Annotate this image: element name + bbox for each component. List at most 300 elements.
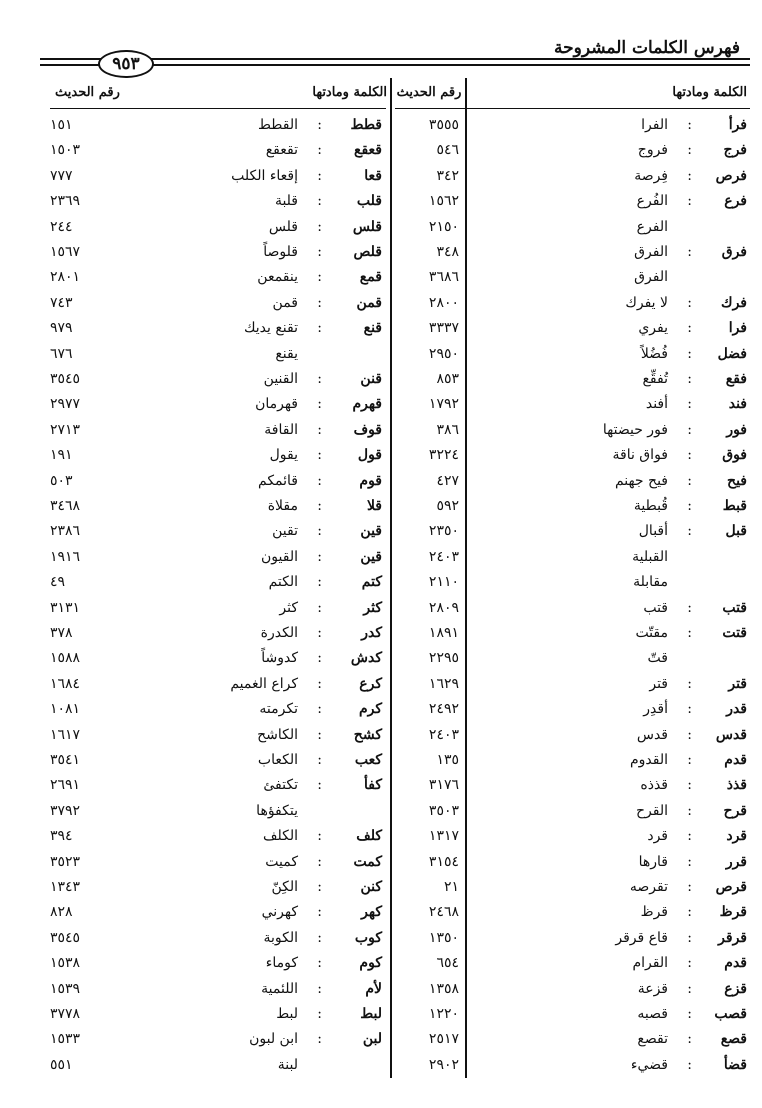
entry-root: قنع (363, 320, 382, 337)
entry-root: فرك (721, 294, 747, 311)
index-entry (40, 672, 390, 697)
entry-separator: : (687, 523, 692, 540)
entry-word: فِرصة (634, 167, 668, 184)
entry-word: كهرني (261, 904, 298, 921)
entry-word: تُفقِّع (642, 371, 668, 387)
entry-root: قعقع (354, 142, 382, 159)
entry-word: الكِنّ (271, 879, 298, 895)
entry-word: القبلية (632, 548, 668, 565)
index-entry (40, 367, 390, 392)
entry-root: فيح (727, 472, 747, 489)
entry-separator: : (687, 396, 692, 413)
entry-word: فُضُلاً (640, 345, 668, 362)
entry-separator: : (687, 1006, 692, 1022)
page-number-badge (98, 50, 154, 78)
index-entry (395, 392, 750, 417)
entry-root: فرص (715, 167, 747, 184)
entry-hadith-number: ٣٧٨ (50, 625, 73, 641)
header-word-left: الكلمة ومادتها (312, 85, 387, 100)
entry-word: القدوم (629, 752, 668, 768)
entry-hadith-number: ٣٥٤١ (50, 752, 81, 768)
entry-hadith-number: ٢٩٥٠ (428, 345, 459, 362)
entry-root: لبط (360, 1006, 382, 1022)
entry-word: تقنع يديك (243, 320, 298, 337)
entry-word: قلبة (274, 193, 298, 210)
entry-word: فور حيضتها (602, 421, 668, 438)
index-entry (40, 900, 390, 925)
index-entry (40, 621, 390, 646)
entry-hadith-number: ٣٩٤ (50, 828, 73, 845)
index-entry (40, 1027, 390, 1052)
entry-root: كوب (354, 929, 382, 946)
index-entry (395, 342, 750, 367)
index-entry (395, 850, 750, 875)
entry-word: كثر (279, 599, 298, 616)
entry-root: فرج (723, 142, 747, 159)
entry-hadith-number: ٢٤٠٣ (428, 548, 459, 565)
index-entry (395, 773, 750, 798)
index-entry (395, 215, 750, 240)
entry-word: فيح جهنم (614, 472, 668, 489)
entry-hadith-number: ٢١٥٠ (428, 218, 459, 235)
entry-hadith-number: ٢٦٩١ (50, 777, 81, 794)
entry-separator: : (687, 294, 692, 311)
index-entry (395, 672, 750, 697)
entry-root: فوق (722, 447, 747, 464)
entry-hadith-number: ٢٣٦٩ (50, 193, 81, 210)
entry-root: كفأ (363, 777, 382, 794)
entry-word: قلوصاً (263, 244, 298, 260)
entry-separator: : (317, 929, 322, 946)
entry-root: قين (360, 548, 382, 565)
entry-root: قمع (359, 269, 382, 286)
entry-root: كلف (356, 828, 382, 845)
entry-separator: : (317, 701, 322, 718)
entry-separator: : (317, 472, 322, 489)
entry-hadith-number: ٣٤٦٨ (50, 498, 81, 514)
index-entry (395, 926, 750, 951)
entry-separator: : (687, 371, 692, 387)
entry-hadith-number: ١٣١٧ (428, 828, 459, 845)
entry-root: قدم (724, 752, 747, 768)
entry-separator: : (317, 574, 322, 591)
index-entry (395, 646, 750, 671)
entry-root: قنن (360, 371, 382, 387)
entry-hadith-number: ٣٥٥٥ (428, 117, 459, 133)
entry-word: قرد (647, 828, 668, 845)
entry-hadith-number: ١٣٥٠ (428, 929, 459, 946)
index-entry (395, 138, 750, 163)
index-entry (40, 799, 390, 824)
entry-hadith-number: ٨٥٣ (436, 371, 459, 387)
index-table (40, 78, 750, 1078)
entry-word: تقصع (637, 1031, 668, 1048)
page-number: ٩٥٣ (112, 54, 140, 74)
entry-word: قرظ (640, 904, 668, 921)
entry-word: تكرمته (259, 701, 298, 718)
entry-hadith-number: ٦٧٦ (50, 345, 73, 362)
entry-word: أقدِر (643, 701, 668, 718)
entry-separator: : (687, 980, 692, 997)
entry-root: كرم (358, 701, 382, 718)
entry-word: القرام (632, 955, 668, 972)
entry-hadith-number: ٤٢٧ (436, 472, 459, 489)
entry-hadith-number: ٢٨٠١ (50, 269, 81, 286)
entry-word: قلس (268, 218, 298, 235)
entry-separator: : (317, 650, 322, 667)
entry-root: فرق (721, 244, 747, 260)
index-entry (40, 773, 390, 798)
index-entry (395, 875, 750, 900)
index-entry (395, 1027, 750, 1052)
entry-word: كميت (265, 853, 298, 870)
entry-word: يفري (638, 320, 668, 337)
entry-hadith-number: ٣١٥٤ (428, 853, 459, 870)
index-entry (395, 189, 750, 214)
entry-hadith-number: ٥٥١ (50, 1056, 73, 1073)
entry-hadith-number: ٢٨٠٠ (428, 294, 459, 311)
index-entry (40, 697, 390, 722)
entry-separator: : (317, 269, 322, 286)
page-title: فهرس الكلمات المشروحة (554, 38, 740, 58)
entry-separator: : (687, 777, 692, 794)
entry-separator: : (687, 904, 692, 921)
entry-separator: : (687, 599, 692, 616)
index-entry (40, 164, 390, 189)
entry-root: قرقر (718, 929, 747, 946)
entry-hadith-number: ٢٨٠٩ (428, 599, 459, 616)
index-entry (40, 519, 390, 544)
entry-word: الكعاب (257, 752, 298, 768)
index-entry (395, 1053, 750, 1078)
entry-hadith-number: ١٦٢٩ (428, 675, 459, 692)
entry-hadith-number: ٣٤٨ (436, 244, 459, 260)
entry-root: قرظ (719, 904, 747, 921)
entry-word: الفرا (641, 117, 668, 133)
index-entry (40, 926, 390, 951)
index-entry (40, 1002, 390, 1027)
entry-hadith-number: ١٣٤٣ (50, 879, 81, 895)
entry-word: مقلاة (267, 498, 298, 514)
index-entry (40, 545, 390, 570)
entry-root: فرع (724, 193, 747, 210)
entry-word: الفرق (634, 244, 668, 260)
entry-word: الكوبة (263, 929, 298, 946)
entry-hadith-number: ١٨٩١ (428, 625, 459, 641)
index-entry (395, 900, 750, 925)
entry-separator: : (317, 244, 322, 260)
entry-hadith-number: ٢٥١٧ (428, 1031, 459, 1048)
index-entry (40, 977, 390, 1002)
entry-separator: : (317, 371, 322, 387)
entry-hadith-number: ٢١١٠ (428, 574, 459, 591)
entry-hadith-number: ٧٧٧ (50, 167, 73, 184)
entry-root: كشح (353, 726, 382, 743)
entry-hadith-number: ١٠٨١ (50, 701, 81, 718)
entry-separator: : (317, 777, 322, 794)
entry-root: كعب (354, 752, 382, 768)
entry-separator: : (317, 853, 322, 870)
header-number-left: رقم الحديث (55, 85, 120, 100)
entry-word: قمن (272, 294, 298, 311)
entry-separator: : (317, 320, 322, 337)
index-entry (40, 469, 390, 494)
entry-separator: : (687, 929, 692, 946)
entry-separator: : (317, 1031, 322, 1048)
entry-root: كنن (360, 879, 382, 895)
entry-root: قبل (725, 523, 747, 540)
entry-separator: : (687, 345, 692, 362)
index-entry (40, 316, 390, 341)
entry-root: قعا (364, 167, 382, 184)
entry-root: كرع (359, 675, 382, 692)
entry-hadith-number: ١٥٦٢ (428, 193, 459, 210)
index-entry (40, 951, 390, 976)
entry-hadith-number: ٩٧٩ (50, 320, 73, 337)
entry-word: القيون (261, 548, 298, 565)
header-underline-right (395, 108, 750, 109)
entry-word: فروج (637, 142, 668, 159)
entry-separator: : (317, 1006, 322, 1022)
index-entry (395, 621, 750, 646)
entry-word: قهرمان (255, 396, 298, 413)
index-entry (395, 570, 750, 595)
index-entry (40, 443, 390, 468)
index-entry (395, 748, 750, 773)
entry-separator: : (687, 752, 692, 768)
entry-separator: : (317, 599, 322, 616)
page-header (40, 30, 750, 80)
entry-separator: : (687, 117, 692, 133)
entry-hadith-number: ٢٩٧٧ (50, 396, 81, 413)
entry-separator: : (317, 980, 322, 997)
entry-root: قبط (722, 498, 747, 514)
index-entry (40, 570, 390, 595)
entry-separator: : (317, 396, 322, 413)
index-entry (40, 875, 390, 900)
entry-hadith-number: ٢٩٠٢ (428, 1056, 459, 1073)
entry-separator: : (687, 447, 692, 464)
entry-hadith-number: ٣٤٢ (436, 167, 459, 184)
entry-hadith-number: ١٣٥ (436, 752, 459, 768)
index-entry (395, 977, 750, 1002)
entry-word: تكتفئ (263, 777, 298, 794)
entry-hadith-number: ٢٤٤ (50, 218, 73, 235)
index-entry (395, 824, 750, 849)
index-entry (40, 748, 390, 773)
entry-root: كوم (359, 955, 382, 972)
column-divider-center (390, 78, 392, 1078)
entry-separator: : (317, 498, 322, 514)
entry-word: قذذه (640, 777, 668, 794)
entry-hadith-number: ٣٥٠٣ (428, 802, 459, 819)
entry-root: قوف (353, 421, 382, 438)
entry-separator: : (687, 472, 692, 489)
entry-separator: : (687, 142, 692, 159)
index-entry (40, 113, 390, 138)
entry-hadith-number: ١٥٣٣ (50, 1031, 81, 1048)
entry-word: لا يفرك (625, 294, 668, 311)
entry-hadith-number: ٣٥٤٥ (50, 371, 81, 387)
index-entry (40, 596, 390, 621)
entry-separator: : (687, 802, 692, 819)
index-entry (40, 291, 390, 316)
entry-word: اللئمية (261, 980, 298, 997)
entry-word: كدوشاً (261, 650, 298, 667)
entry-separator: : (317, 879, 322, 895)
entry-separator: : (687, 828, 692, 845)
entry-word: يقنع (275, 345, 298, 362)
entry-hadith-number: ١٥٦٧ (50, 244, 81, 260)
entry-word: تقعقع (265, 142, 298, 159)
entry-word: قضيء (630, 1056, 668, 1073)
entry-separator: : (317, 447, 322, 464)
entry-separator: : (687, 498, 692, 514)
entry-separator: : (317, 548, 322, 565)
index-entry (395, 443, 750, 468)
entry-hadith-number: ١٧٩٢ (428, 396, 459, 413)
entry-word: قتّ (647, 650, 668, 667)
entry-root: قهرم (352, 396, 382, 413)
entry-separator: : (317, 523, 322, 540)
entry-root: قلس (352, 218, 382, 235)
header-underline-left (50, 108, 386, 109)
index-entry (40, 646, 390, 671)
entry-hadith-number: ١٢٢٠ (428, 1006, 459, 1022)
entry-root: قرد (726, 828, 747, 845)
entry-word: قدس (636, 726, 668, 743)
entry-separator: : (317, 193, 322, 210)
header-word-right: الكلمة ومادتها (672, 85, 747, 100)
entry-root: كمت (353, 853, 382, 870)
entry-hadith-number: ٣٦٨٦ (428, 269, 459, 286)
entry-root: قزع (724, 980, 747, 997)
entry-word: الفرع (636, 218, 668, 235)
entry-hadith-number: ٣٧٩٢ (50, 802, 81, 819)
entry-root: قرح (723, 802, 747, 819)
entry-root: قوم (359, 472, 382, 489)
entry-separator: : (687, 244, 692, 260)
index-entry (395, 316, 750, 341)
entry-word: ينقمعن (257, 269, 298, 286)
index-entry (40, 494, 390, 519)
entry-hadith-number: ٣١٧٦ (428, 777, 459, 794)
entry-separator: : (687, 879, 692, 895)
entry-root: فرأ (728, 117, 747, 133)
entry-root: قتر (728, 675, 747, 692)
entry-word: أقبال (638, 523, 668, 540)
index-entry (395, 494, 750, 519)
entry-separator: : (317, 218, 322, 235)
entry-root: قلا (366, 498, 382, 514)
entry-word: فواق ناقة (612, 447, 668, 464)
entry-word: قصبه (637, 1006, 668, 1022)
entry-hadith-number: ٢٤٠٣ (428, 726, 459, 743)
index-entry (395, 519, 750, 544)
entry-hadith-number: ١٩١٦ (50, 548, 81, 565)
entry-separator: : (687, 167, 692, 184)
entry-hadith-number: ١٦٨٤ (50, 675, 81, 692)
entry-separator: : (317, 167, 322, 184)
entry-word: قُبطية (633, 498, 668, 514)
entry-word: يتكفؤها (256, 802, 298, 819)
entry-separator: : (317, 726, 322, 743)
entry-separator: : (317, 294, 322, 311)
entry-root: قدم (724, 955, 747, 972)
index-entry (40, 850, 390, 875)
entry-root: قطط (350, 117, 382, 133)
entry-word: إقعاء الكلب (231, 167, 298, 184)
entry-separator: : (317, 142, 322, 159)
entry-word: قاع قرقر (615, 929, 668, 946)
entry-word: الكدرة (260, 625, 298, 641)
index-entry (395, 799, 750, 824)
index-entry (395, 545, 750, 570)
entry-root: كدر (361, 625, 382, 641)
entry-hadith-number: ٤٩ (50, 574, 66, 591)
entry-hadith-number: ٢٤٩٢ (428, 701, 459, 718)
entry-separator: : (317, 955, 322, 972)
index-entry (395, 240, 750, 265)
entry-word: الكتم (268, 574, 298, 591)
entry-separator: : (687, 421, 692, 438)
entry-word: ابن لبون (249, 1031, 298, 1048)
entry-root: قذذ (726, 777, 747, 794)
index-entry (40, 418, 390, 443)
entry-root: قتب (722, 599, 747, 616)
entry-hadith-number: ١٥٣٩ (50, 980, 81, 997)
entry-hadith-number: ٢٢٩٥ (428, 650, 459, 667)
entry-separator: : (317, 117, 322, 133)
entry-hadith-number: ٣٥٢٣ (50, 853, 81, 870)
index-entry (40, 342, 390, 367)
entry-root: قرر (725, 853, 747, 870)
index-entry (40, 1053, 390, 1078)
entry-hadith-number: ٢٧١٣ (50, 421, 81, 438)
index-entry (395, 596, 750, 621)
entry-word: قتب (643, 599, 668, 616)
index-entry (395, 291, 750, 316)
entry-separator: : (317, 828, 322, 845)
index-entry (40, 215, 390, 240)
entry-word: القافة (264, 421, 298, 438)
header-number-right: رقم الحديث (396, 85, 462, 100)
entry-root: كثر (363, 599, 382, 616)
entry-hadith-number: ٣١٣١ (50, 599, 81, 616)
entry-root: قصع (720, 1031, 747, 1048)
entry-root: فور (726, 421, 747, 438)
entry-hadith-number: ٣٧٧٨ (50, 1006, 81, 1022)
entry-hadith-number: ١٦١٧ (50, 726, 81, 743)
entry-separator: : (317, 904, 322, 921)
entry-word: الفُرع (636, 193, 668, 210)
entry-root: فند (728, 396, 747, 413)
entry-hadith-number: ١٩١ (50, 447, 73, 464)
entry-word: لبنة (277, 1056, 298, 1073)
entry-root: فرا (728, 320, 747, 337)
index-entry (40, 189, 390, 214)
entry-word: قتر (649, 675, 668, 692)
entry-root: قلص (353, 244, 382, 260)
entry-separator: : (687, 320, 692, 337)
entry-word: الفرق (634, 269, 668, 286)
entry-word: أفند (645, 396, 668, 413)
entry-root: قصب (714, 1006, 747, 1022)
entry-separator: : (317, 625, 322, 641)
entry-separator: : (687, 675, 692, 692)
entry-word: تقين (272, 523, 298, 540)
entry-hadith-number: ١٥٣٨ (50, 955, 81, 972)
